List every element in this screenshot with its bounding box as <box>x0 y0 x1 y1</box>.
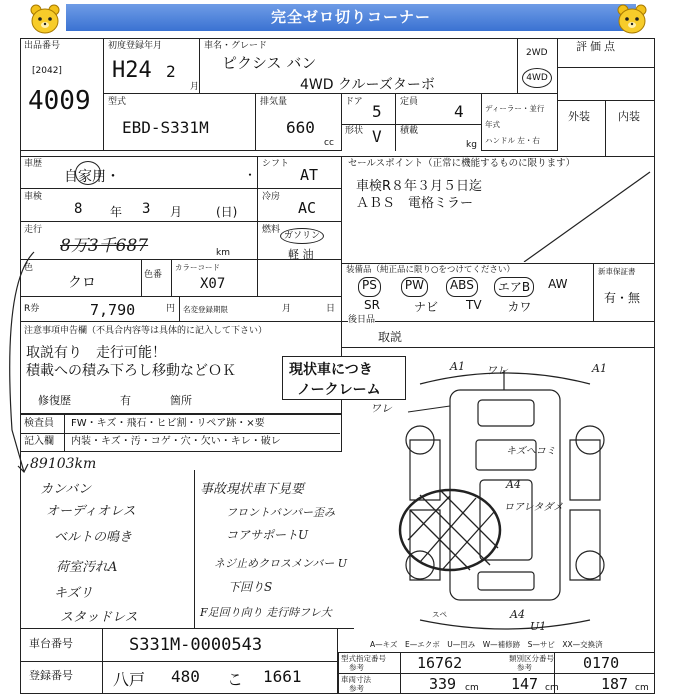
equip-row2 <box>344 298 594 316</box>
shift-label: シフト <box>262 159 290 169</box>
divider <box>194 470 195 630</box>
equip-ps: PS <box>358 277 381 297</box>
record-label: 記入欄 <box>24 436 54 447</box>
equip-row1 <box>344 277 594 297</box>
color: クロ <box>68 275 96 291</box>
cat-no: 0170 <box>583 654 620 672</box>
checker-table <box>20 414 342 452</box>
hw-mileage: 89103km <box>30 456 97 472</box>
cat-sub: 参考 <box>517 663 532 672</box>
inspect-cell <box>20 189 258 222</box>
mileage-label: 走行 <box>24 225 43 235</box>
fuel-empty-cell <box>258 260 342 297</box>
record-items: 内装・キズ・汚・コゲ・穴・欠い・キレ・破レ <box>71 436 281 447</box>
grade: 4WD クルーズターボ <box>300 77 435 93</box>
divider <box>21 661 337 662</box>
plate-num: 1661 <box>263 667 302 686</box>
plate-class: 480 <box>171 667 200 686</box>
repair-label: 修復歴 <box>38 394 71 407</box>
name-label: 車名・グレード <box>204 41 268 51</box>
banner <box>0 0 700 35</box>
hw-right5: 下回りS <box>228 580 273 594</box>
hw-line1: カンバン <box>40 482 92 497</box>
notes-line2: 積載への積み下ろし移動などＯＫ <box>26 363 236 379</box>
sales-line2: ＡＢＳ 電格ミラー <box>356 196 474 211</box>
check-items: FW・キズ・飛石・ヒビ割・リペア跡・×要 <box>71 418 265 429</box>
len-label: 車両寸法 <box>341 675 371 684</box>
len-sub: 参考 <box>349 684 364 693</box>
car-name: ピクシス バン <box>222 54 317 72</box>
model: EBD-S331M <box>122 118 209 137</box>
capacity: 4 <box>454 102 464 121</box>
cap-cell <box>396 94 482 151</box>
hw-line2: オーディオレス <box>46 504 136 519</box>
model-cell <box>104 94 256 151</box>
hw-right1: 事故現状車下見要 <box>200 482 305 497</box>
lot-sub: [2042] <box>32 66 62 76</box>
history-cell: 車歴 自家用・ ・ <box>20 156 258 189</box>
dealer-sub: 年式 <box>485 120 500 129</box>
disp-label: 排気量 <box>260 97 288 107</box>
plate-kana: こ <box>227 670 244 689</box>
door-cell <box>342 94 396 151</box>
fuel-label: 燃料 <box>262 225 281 235</box>
mileage-cell <box>20 222 258 260</box>
drive-cell <box>518 38 558 94</box>
hw-d9: U1 <box>530 620 547 633</box>
recycle-cell <box>20 297 180 322</box>
hw-d5: キズヘコミ <box>506 446 556 457</box>
ac-label: 冷房 <box>262 192 281 202</box>
inspect-label: 車検 <box>24 192 43 202</box>
recycle: 7,790 <box>90 301 136 319</box>
grade-score-cell <box>558 38 655 68</box>
equip-tv: TV <box>465 298 482 312</box>
plate-area: 八戸 <box>113 670 146 689</box>
hw-line4: 荷室汚れA <box>56 560 118 575</box>
inspect-month: 3 <box>142 201 151 217</box>
hw-d1: A1 <box>450 360 465 373</box>
drive-4wd-circled: 4WD <box>522 68 552 88</box>
lot-cell <box>20 38 104 151</box>
drive-2wd: 2WD <box>526 48 548 58</box>
equip-airbag: エアB <box>494 277 534 297</box>
name-change-cell <box>180 297 342 322</box>
inspect-month-unit: 月 <box>170 205 183 219</box>
hw-right3: コアサポートU <box>226 528 309 542</box>
load-unit: kg <box>466 140 477 150</box>
cap-label: 定員 <box>400 97 419 107</box>
hw-line5: キズリ <box>54 586 93 601</box>
fuel-alt: 軽 油 <box>288 248 314 261</box>
model-label: 型式 <box>108 97 127 107</box>
footer-right <box>338 652 655 694</box>
ac: AC <box>298 199 317 217</box>
new-book-cell <box>594 264 655 322</box>
hw-d2: A1 <box>592 362 607 375</box>
color-no-label: 色番 <box>144 270 163 280</box>
history: 自家用・ <box>64 169 120 185</box>
displacement: 660 <box>286 118 315 137</box>
divider <box>558 100 655 101</box>
door-label: ドア <box>345 97 363 107</box>
int-label: 内装 <box>618 110 640 123</box>
equip-navi: ナビ <box>413 300 438 314</box>
notes-line1: 取説有り 走行可能！ <box>26 345 166 361</box>
fuel-circled: ガソリン <box>280 228 324 244</box>
equip-pw: PW <box>401 277 428 297</box>
history-circle <box>75 161 101 185</box>
footer-left <box>20 628 338 694</box>
inspect-year-unit: 年 <box>110 205 123 219</box>
width: 147 <box>511 675 539 693</box>
equip-abs: ABS <box>446 277 478 297</box>
mileage-unit: km <box>216 248 230 258</box>
ext-cell <box>558 100 606 156</box>
reg-month: 2 <box>166 62 176 81</box>
plate-label: 登録番号 <box>29 669 73 682</box>
bear-mascot-icon <box>27 3 63 36</box>
type-label: 型式指定番号 <box>341 654 386 663</box>
arrow-line <box>4 250 38 480</box>
chassis: S331M-0000543 <box>129 635 263 655</box>
color-cell <box>20 260 142 297</box>
sales-cell <box>342 156 655 264</box>
repair-value: 有 <box>120 394 131 407</box>
equip-sr: SR <box>364 298 380 312</box>
stamp-line2: ノークレーム <box>297 382 381 398</box>
goods-cell <box>342 315 655 348</box>
height: 187 <box>601 675 629 693</box>
lot-label: 出品番号 <box>24 41 61 51</box>
sales-line1: 車検R８年３月５日迄 <box>356 179 483 194</box>
height-unit: cm <box>635 683 649 693</box>
recycle-label: R券 <box>24 304 40 314</box>
car-diagram <box>380 350 655 640</box>
reg-cell <box>104 38 200 94</box>
int-cell <box>606 100 655 156</box>
length: 339 <box>429 675 457 693</box>
hw-d4: ワレ <box>370 402 392 415</box>
shape-label: 形状 <box>345 126 364 136</box>
stamp-line1: 現状車につき <box>289 362 373 378</box>
name-change-label: 名変登録期限 <box>183 305 228 314</box>
dealer-handle: ハンドル 左・右 <box>485 136 540 145</box>
bear-mascot-icon <box>614 3 650 36</box>
shift-cell <box>258 156 342 189</box>
goods: 取説 <box>378 330 403 344</box>
dealer-cell <box>482 94 558 151</box>
fuel-cell <box>258 222 342 260</box>
hw-line6: スタッドレス <box>60 610 138 625</box>
sales-label: セールスポイント（正常に機能するものに限ります） <box>348 158 576 169</box>
reg-era: H24 <box>112 58 152 83</box>
inspect-year: 8 <box>74 201 83 217</box>
reg-label: 初度登録年月 <box>108 41 163 51</box>
color-code-label: カラーコード <box>175 263 220 272</box>
hw-line3: ベルトの鳴き <box>54 530 133 545</box>
shape: V <box>372 127 382 146</box>
hw-right4: ネジ止めクロスメンバー U <box>214 557 347 570</box>
load-label: 積載 <box>400 126 419 136</box>
equip-label: 装備品（純正品に限り○をつけてください） <box>346 265 515 275</box>
hw-d6: A4 <box>506 478 521 491</box>
repair-unit: 箇所 <box>170 394 192 407</box>
chassis-label: 車台番号 <box>29 637 73 650</box>
color-code: X07 <box>200 276 226 292</box>
divider <box>342 124 482 125</box>
lot-number: 4009 <box>28 86 91 116</box>
hw-d10: スペ <box>432 610 447 619</box>
history-label: 車歴 <box>24 159 43 169</box>
divider <box>21 433 340 434</box>
cat-label: 類別区分番号 <box>509 654 554 663</box>
name-change-unit: 月 <box>282 304 292 314</box>
goods-label: 後日品 <box>348 315 376 325</box>
reg-month-unit: 月 <box>190 82 200 92</box>
new-book: 有・無 <box>604 291 641 305</box>
notes-label: 注意事項申告欄（不具合内容等は具体的に記入して下さい） <box>24 326 268 336</box>
shift: AT <box>300 166 319 184</box>
name-cell <box>200 38 518 94</box>
inspect-day-unit: (日) <box>216 205 238 219</box>
color-code-cell <box>172 260 258 297</box>
hw-right2: フロントバンパー歪み <box>226 506 336 519</box>
disp-cell <box>256 94 342 151</box>
color-no-cell <box>142 260 172 297</box>
damage-legend: A—キズ E—エクボ U—凹み W—補修跡 S—サビ XX—交換済 <box>370 640 603 649</box>
equip-leather: カワ <box>507 300 532 314</box>
hw-d7: ロアレタダメ <box>504 502 564 513</box>
hw-d8: A4 <box>510 608 525 621</box>
recycle-unit: 円 <box>166 304 176 314</box>
hw-right6: F足回り向り 走行時フレ大 <box>200 606 332 619</box>
strike-lines <box>522 170 652 262</box>
doors: 5 <box>372 102 382 121</box>
disp-unit: cc <box>324 138 334 148</box>
color-label: 色 <box>24 263 34 273</box>
check-label: 検査員 <box>24 418 54 429</box>
ac-cell <box>258 189 342 222</box>
length-unit: cm <box>465 683 479 693</box>
dealer-label: ディーラー・並行 <box>485 104 545 113</box>
mileage-struck: 8万3千687 <box>60 236 149 256</box>
type-no: 16762 <box>417 654 463 672</box>
new-book-label: 新車保証書 <box>598 267 636 276</box>
grade-score-label: 評価点 <box>576 40 618 53</box>
hw-d3: ワレ <box>486 364 508 377</box>
banner-title: 完全ゼロ切りコーナー <box>66 4 636 31</box>
width-unit: cm <box>545 683 559 693</box>
name-change-day: 日 <box>326 304 336 314</box>
equip-aw: AW <box>548 277 568 291</box>
type-sub: 参考 <box>349 663 364 672</box>
ext-label: 外装 <box>568 110 590 123</box>
